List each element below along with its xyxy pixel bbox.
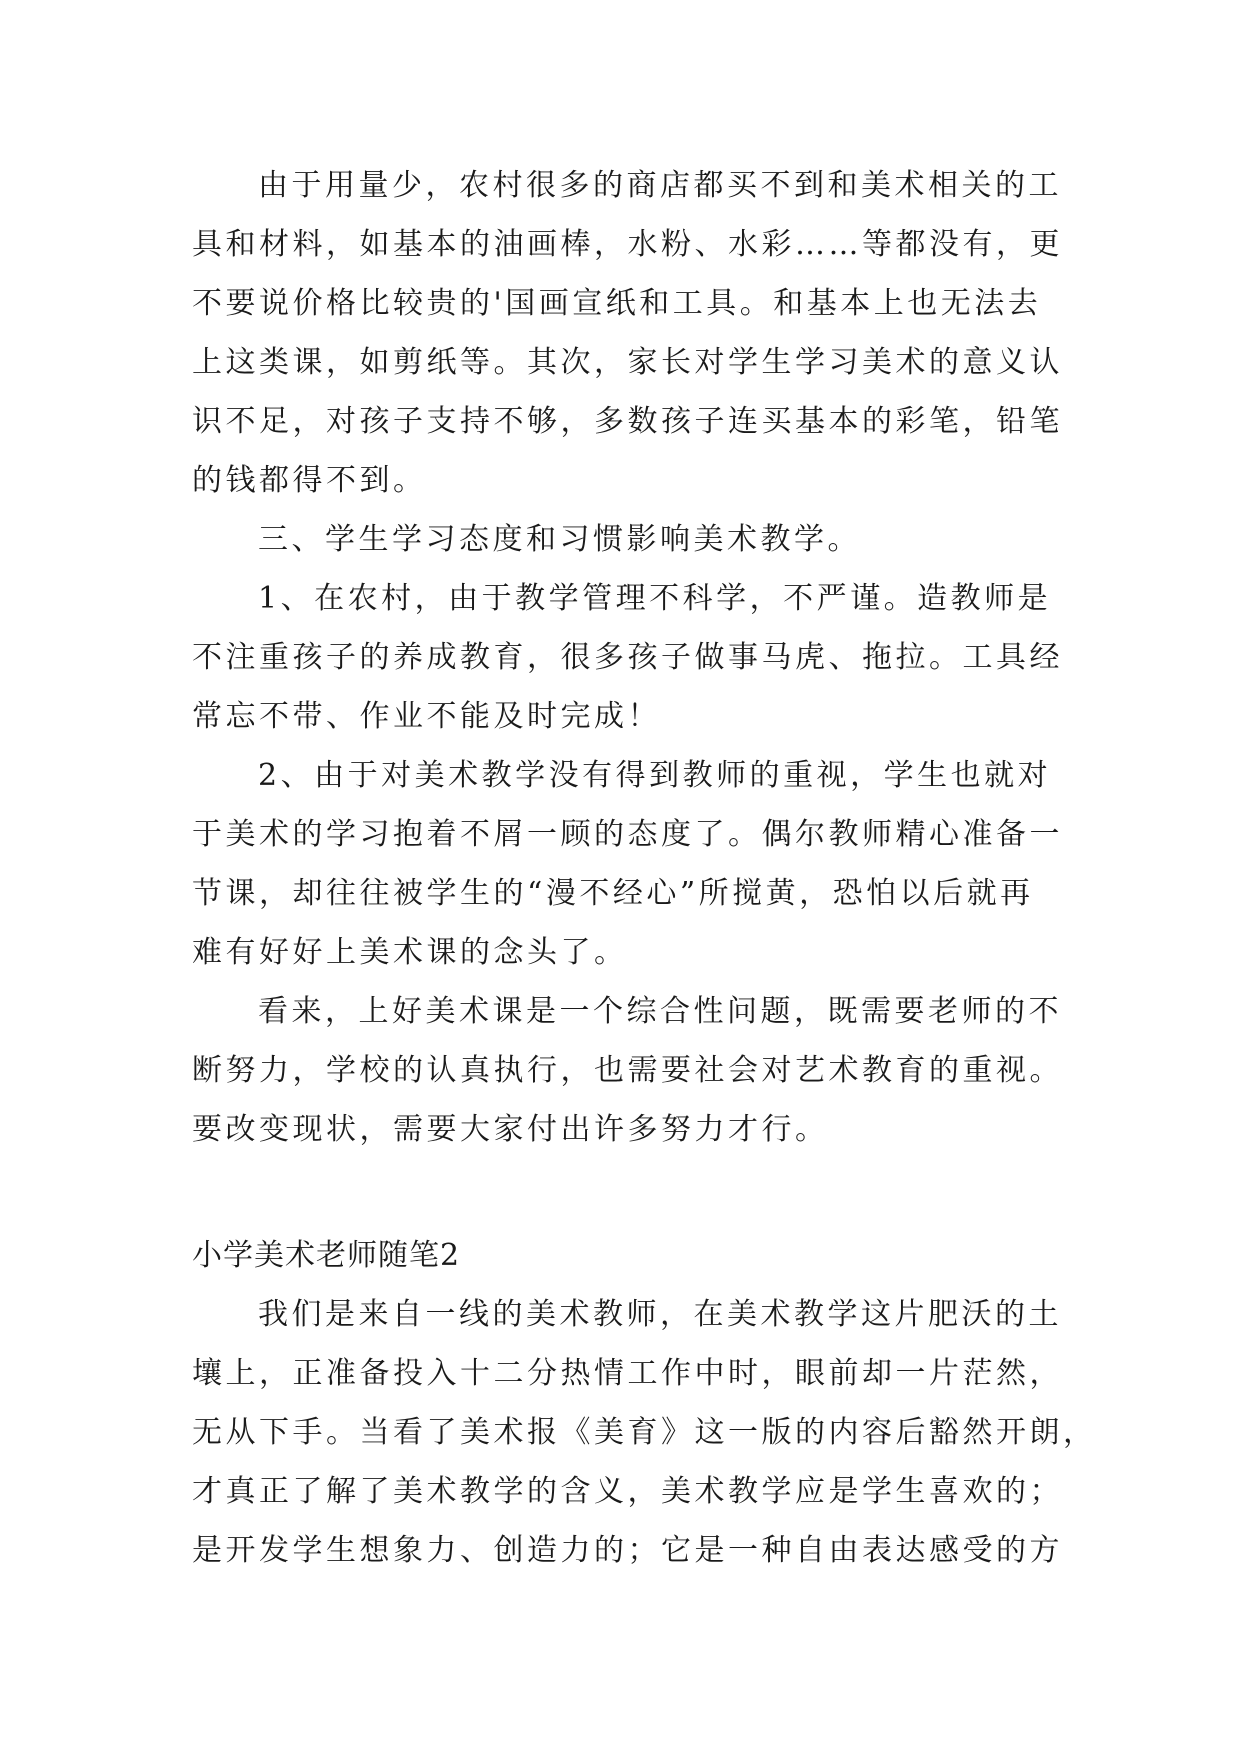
- text-line: 看来，上好美术课是一个综合性问题，既需要老师的不: [258, 994, 1062, 1029]
- text-line: 要改变现状，需要大家付出许多努力才行。: [192, 1112, 829, 1147]
- text-line: 难有好好上美术课的念头了。: [192, 935, 628, 970]
- paragraph-conclusion: [192, 982, 1072, 1159]
- paragraph-heading-three: [192, 510, 1072, 569]
- text-line: 1、在农村，由于教学管理不科学，不严谨。造教师是: [258, 581, 1052, 616]
- text-line: 壤上，正准备投入十二分热情工作中时，眼前却一片茫然，: [192, 1356, 1063, 1391]
- text-line: 不注重孩子的养成教育，很多孩子做事马虎、拖拉。工具经: [192, 640, 1063, 675]
- text-line: 无从下手。当看了美术报《美育》这一版的内容后豁然开朗，: [192, 1415, 1097, 1450]
- section-title: [192, 1226, 1072, 1285]
- paragraph-materials: [192, 156, 1072, 510]
- text-line: 2、由于对美术教学没有得到教师的重视，学生也就对: [258, 758, 1052, 793]
- paragraph-point-two: [192, 746, 1072, 982]
- text-line: 才真正了解了美术教学的含义，美术教学应是学生喜欢的；: [192, 1474, 1063, 1509]
- paragraph-point-one: [192, 569, 1072, 746]
- text-line: 断努力，学校的认真执行，也需要社会对艺术教育的重视。: [192, 1053, 1063, 1088]
- text-line: 具和材料，如基本的油画棒，水粉、水彩……等都没有，更: [192, 227, 1063, 262]
- text-line: 的钱都得不到。: [192, 463, 427, 498]
- text-line: 我们是来自一线的美术教师，在美术教学这片肥沃的土: [258, 1297, 1062, 1332]
- text-line: 由于用量少，农村很多的商店都买不到和美术相关的工: [258, 168, 1062, 203]
- text-line: 是开发学生想象力、创造力的；它是一种自由表达感受的方: [192, 1533, 1063, 1568]
- text-line: 识不足，对孩子支持不够，多数孩子连买基本的彩笔，铅笔: [192, 404, 1063, 439]
- text-line: 节课，却往往被学生的“漫不经心”所搅黄，恐怕以后就再: [192, 876, 1034, 911]
- paragraph-section-two: [192, 1285, 1097, 1580]
- text-line: 常忘不带、作业不能及时完成！: [192, 699, 661, 734]
- text-line: 上这类课，如剪纸等。其次，家长对学生学习美术的意义认: [192, 345, 1063, 380]
- text-line: 不要说价格比较贵的'国画宣纸和工具。和基本上也无法去: [192, 286, 1042, 321]
- text-line: 于美术的学习抱着不屑一顾的态度了。偶尔教师精心准备一: [192, 817, 1063, 852]
- section-title-text: 小学美术老师随笔2: [192, 1238, 461, 1273]
- text-line: 三、学生学习态度和习惯影响美术教学。: [258, 522, 861, 557]
